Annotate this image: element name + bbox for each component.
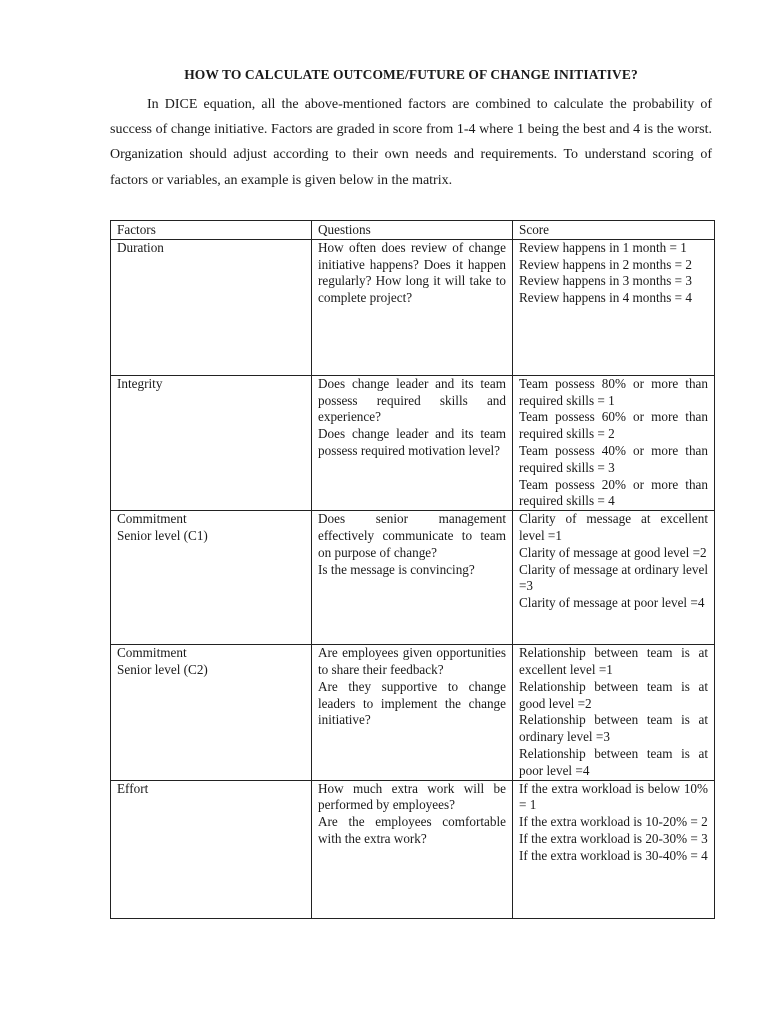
score-line: Relationship between team is at ordinary level =3 (519, 712, 708, 745)
table-row (111, 375, 715, 510)
questions-cell (312, 239, 513, 375)
table-header-row (111, 221, 715, 240)
score-line: Review happens in 4 months = 4 (519, 290, 692, 306)
factor-line: Commitment (117, 645, 187, 661)
score-line: Clarity of message at ordinary level =3 (519, 561, 708, 594)
score-line: If the extra workload is 10-20% = 2 (519, 814, 708, 830)
factor-line: Duration (117, 239, 164, 255)
factor-cell (111, 780, 312, 918)
question-line: How often does review of change initiative happens? Does it happen regularly? How long it will take to complete project? (318, 239, 506, 306)
table-row (111, 511, 715, 645)
factor-line: Effort (117, 780, 149, 796)
factor-cell (111, 375, 312, 510)
score-line: Relationship between team is at good level =2 (519, 678, 708, 711)
questions-cell (312, 780, 513, 918)
question-line: Does senior management effectively communicate to team on purpose of change? (318, 511, 506, 560)
score-line: Team possess 60% or more than required skills = 2 (519, 409, 708, 442)
question-line: Are employees given opportunities to share their feedback? (318, 645, 506, 677)
score-line: If the extra workload is 30-40% = 4 (519, 847, 708, 863)
score-line: Review happens in 3 months = 3 (519, 273, 692, 289)
score-line: If the extra workload is 20-30% = 3 (519, 830, 708, 846)
page-title: HOW TO CALCULATE OUTCOME/FUTURE OF CHANGE INITIATIVE? (184, 67, 638, 82)
question-line: How much extra work will be performed by employees? (318, 780, 506, 813)
score-line: Team possess 20% or more than required skills = 4 (519, 476, 708, 509)
header-score: Score (513, 221, 715, 240)
header-questions: Questions (312, 221, 513, 240)
question-line: Are the employees comfortable with the extra work? (318, 814, 506, 846)
questions-cell (312, 645, 513, 780)
table-row (111, 239, 715, 375)
score-cell (513, 645, 715, 780)
score-line: Clarity of message at poor level =4 (519, 595, 705, 611)
factor-cell (111, 239, 312, 375)
score-line: If the extra workload is below 10% = 1 (519, 780, 708, 813)
intro-paragraph: In DICE equation, all the above-mentioned factors are combined to calculate the probability of success of change initiative. Factors are graded in score from 1-4 where 1 being the best and 4 is the worst. Organization should adjust according to their own needs and requirements. To understand scoring of factors or variables, an example is given below in the matrix. (110, 97, 712, 188)
score-line: Clarity of message at excellent level =1 (519, 511, 708, 543)
table-row (111, 645, 715, 780)
score-cell (513, 375, 715, 510)
score-cell (513, 780, 715, 918)
factor-line: Senior level (C2) (117, 661, 208, 677)
questions-cell (312, 511, 513, 645)
score-line: Relationship between team is at excellent level =1 (519, 645, 708, 677)
question-line: Is the message is convincing? (318, 561, 475, 577)
question-line: Does change leader and its team possess required skills and experience? (318, 375, 506, 425)
score-line: Clarity of message at good level =2 (519, 544, 707, 560)
questions-cell (312, 375, 513, 510)
score-line: Review happens in 1 month = 1 (519, 239, 687, 255)
question-line: Are they supportive to change leaders to implement the change initiative? (318, 678, 506, 728)
factor-cell (111, 645, 312, 780)
score-cell (513, 239, 715, 375)
score-line: Relationship between team is at poor level =4 (519, 745, 708, 778)
dice-matrix-table (110, 220, 715, 919)
factor-line: Senior level (C1) (117, 527, 208, 543)
question-line: Does change leader and its team possess required motivation level? (318, 426, 506, 458)
score-cell (513, 511, 715, 645)
table-row (111, 780, 715, 918)
header-factors: Factors (111, 221, 312, 240)
factor-line: Commitment (117, 511, 187, 527)
factor-cell (111, 511, 312, 645)
score-line: Team possess 80% or more than required skills = 1 (519, 375, 708, 408)
factor-line: Integrity (117, 375, 163, 391)
score-line: Team possess 40% or more than required skills = 3 (519, 442, 708, 475)
score-line: Review happens in 2 months = 2 (519, 256, 692, 272)
